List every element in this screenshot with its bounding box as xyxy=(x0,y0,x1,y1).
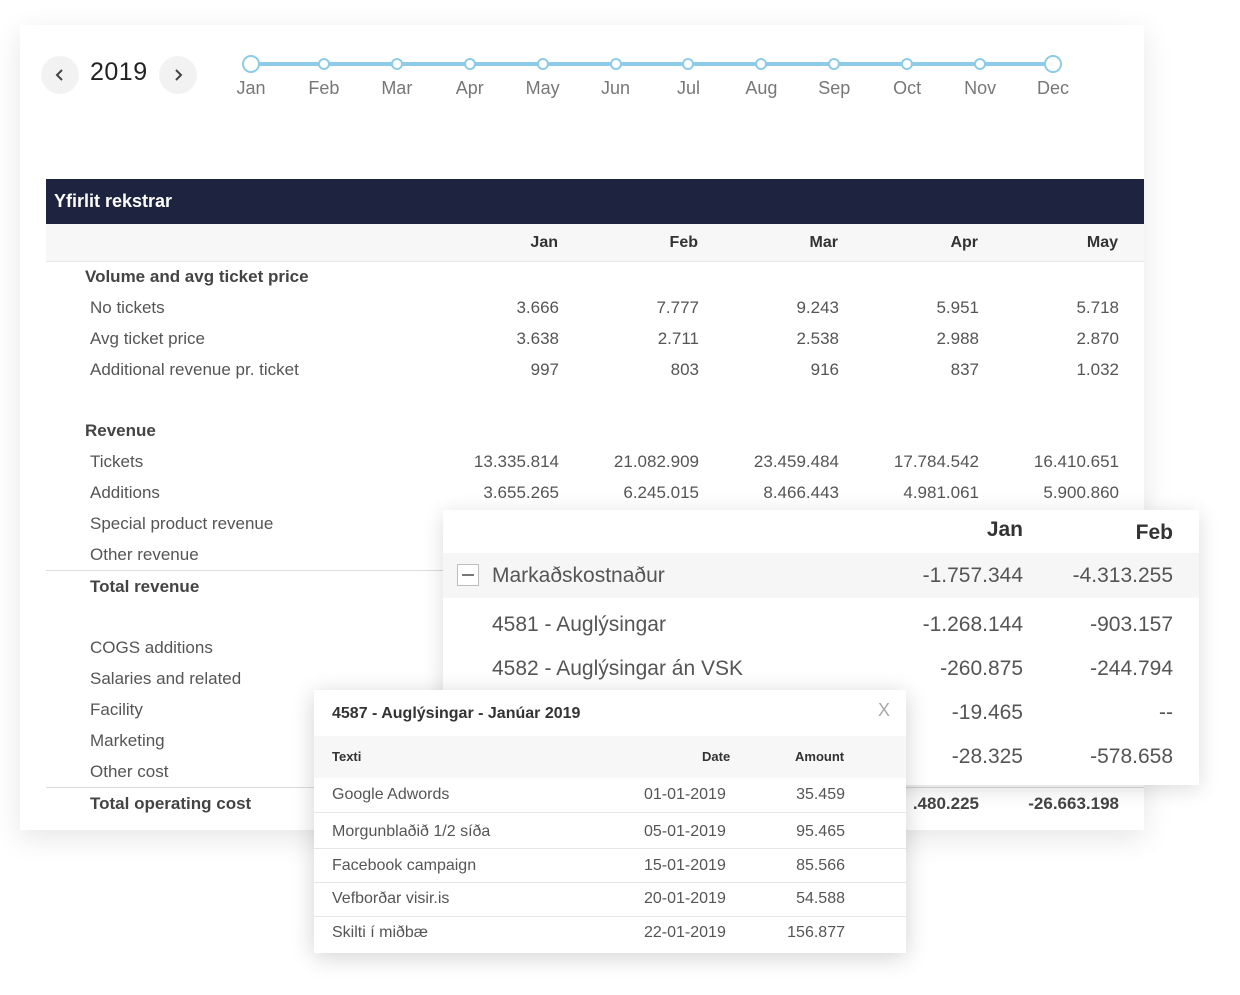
month-label[interactable]: Nov xyxy=(964,78,997,98)
transaction-amount: 54.588 xyxy=(796,890,845,907)
transaction-date: 20-01-2019 xyxy=(644,890,726,907)
transaction-text: Facebook campaign xyxy=(332,857,477,874)
table-cell: 837 xyxy=(950,360,979,379)
column-header: May xyxy=(1086,234,1118,251)
month-dot[interactable] xyxy=(537,58,549,70)
report-title: Yfirlit rekstrar xyxy=(46,179,1144,224)
month-range-track[interactable] xyxy=(251,62,1053,66)
table-cell: 13.335.814 xyxy=(473,452,559,471)
month-label[interactable]: May xyxy=(525,78,560,98)
panel-cell: -1.268.144 xyxy=(922,613,1023,636)
range-handle[interactable] xyxy=(242,55,260,73)
panel-group-label: Markaðskostnaður xyxy=(492,564,665,587)
column-header: Apr xyxy=(950,234,978,251)
table-cell: -26.663.198 xyxy=(1028,794,1119,813)
range-handle[interactable] xyxy=(1044,55,1062,73)
table-cell: 2.988 xyxy=(936,329,979,348)
table-cell: 916 xyxy=(810,360,839,379)
year-label: 2019 xyxy=(90,58,148,86)
popup-title: 4587 - Auglýsingar - Janúar 2019 xyxy=(332,705,581,722)
transaction-amount: 156.877 xyxy=(787,924,845,941)
table-cell: 7.777 xyxy=(656,298,699,317)
panel-cell: -28.325 xyxy=(951,745,1023,768)
row-label: Avg ticket price xyxy=(90,329,205,348)
row-label: Other revenue xyxy=(90,545,199,564)
table-cell: 2.870 xyxy=(1076,329,1119,348)
transaction-text: Morgunblaðið 1/2 síða xyxy=(332,823,491,840)
divider xyxy=(314,916,906,917)
month-label[interactable]: Jul xyxy=(676,78,700,98)
month-label[interactable]: Jun xyxy=(601,78,631,98)
total-revenue-label: Total revenue xyxy=(90,577,200,596)
section-title-revenue: Revenue xyxy=(85,421,156,440)
table-cell: 1.032 xyxy=(1076,360,1119,379)
table-cell: 17.784.542 xyxy=(893,452,979,471)
transaction-date: 01-01-2019 xyxy=(644,786,726,803)
table-cell: .480.225 xyxy=(912,794,979,813)
month-dot[interactable] xyxy=(391,58,403,70)
table-cell: 3.666 xyxy=(516,298,559,317)
month-label[interactable]: Mar xyxy=(381,78,413,98)
row-label: Marketing xyxy=(90,731,165,750)
panel-row-label[interactable]: 4581 - Auglýsingar xyxy=(492,613,666,636)
table-cell: 23.459.484 xyxy=(753,452,839,471)
table-cell: 997 xyxy=(530,360,559,379)
prev-year-button[interactable] xyxy=(41,56,79,94)
panel-column-header: Feb xyxy=(1135,521,1173,544)
table-cell: 2.538 xyxy=(796,329,839,348)
month-label[interactable]: Apr xyxy=(455,78,484,98)
month-label[interactable]: Aug xyxy=(745,78,778,98)
transaction-amount: 35.459 xyxy=(796,786,845,803)
row-label: Salaries and related xyxy=(90,669,242,688)
popup-column-amount: Amount xyxy=(795,749,845,764)
row-label: Other cost xyxy=(90,762,169,781)
table-cell: 5.951 xyxy=(936,298,979,317)
panel-cell: -- xyxy=(1159,701,1173,724)
transaction-date: 22-01-2019 xyxy=(644,924,726,941)
panel-cell: -903.157 xyxy=(1090,613,1173,636)
popup-column-date: Date xyxy=(702,749,731,764)
panel-cell: -4.313.255 xyxy=(1072,564,1173,587)
collapse-icon[interactable] xyxy=(457,564,479,586)
panel-cell: -260.875 xyxy=(940,657,1023,680)
table-cell: 2.711 xyxy=(657,329,699,348)
table-cell: 9.243 xyxy=(796,298,839,317)
month-dot[interactable] xyxy=(682,58,694,70)
section-title-volume: Volume and avg ticket price xyxy=(85,267,309,286)
transaction-amount: 85.566 xyxy=(796,857,845,874)
row-label: Additions xyxy=(90,483,160,502)
column-header: Jan xyxy=(530,234,558,251)
row-label: Facility xyxy=(90,700,143,719)
transaction-text: Vefborðar visir.is xyxy=(332,890,450,907)
next-year-button[interactable] xyxy=(159,56,197,94)
row-label: COGS additions xyxy=(90,638,213,657)
month-label[interactable]: Jan xyxy=(236,78,266,98)
transaction-text: Google Adwords xyxy=(332,786,450,803)
transaction-text: Skilti í miðbæ xyxy=(332,924,429,941)
popup-column-text: Texti xyxy=(332,749,362,764)
table-cell: 5.718 xyxy=(1076,298,1119,317)
row-label: Additional revenue pr. ticket xyxy=(90,360,299,379)
column-header: Feb xyxy=(669,234,698,251)
row-label: Special product revenue xyxy=(90,514,274,533)
divider xyxy=(314,882,906,883)
panel-cell: -578.658 xyxy=(1090,745,1173,768)
table-cell: 8.466.443 xyxy=(763,483,839,502)
table-cell: 3.638 xyxy=(516,329,559,348)
month-dot[interactable] xyxy=(464,58,476,70)
divider xyxy=(314,812,906,813)
transaction-amount: 95.465 xyxy=(796,823,845,840)
table-cell: 5.900.860 xyxy=(1043,483,1119,502)
divider xyxy=(314,848,906,849)
month-label[interactable]: Sep xyxy=(818,78,851,98)
transaction-date: 05-01-2019 xyxy=(644,823,726,840)
month-label[interactable]: Feb xyxy=(308,78,340,98)
month-dot[interactable] xyxy=(828,58,840,70)
table-cell: 4.981.061 xyxy=(903,483,979,502)
table-cell: 21.082.909 xyxy=(613,452,699,471)
panel-cell: -19.465 xyxy=(951,701,1023,724)
total-operating-cost-label: Total operating cost xyxy=(90,794,252,813)
transactions-popup xyxy=(314,690,906,953)
month-dot[interactable] xyxy=(755,58,767,70)
month-dot[interactable] xyxy=(974,58,986,70)
row-label: Tickets xyxy=(90,452,144,471)
close-icon[interactable]: X xyxy=(878,700,891,720)
month-dot[interactable] xyxy=(901,58,913,70)
divider xyxy=(46,570,446,571)
panel-row-label[interactable]: 4582 - Auglýsingar án VSK xyxy=(492,657,743,680)
chevron-left-icon xyxy=(54,68,66,82)
table-cell: 803 xyxy=(670,360,699,379)
panel-column-header: Jan xyxy=(986,518,1023,541)
month-dot[interactable] xyxy=(318,58,330,70)
table-cell: 6.245.015 xyxy=(623,483,699,502)
chevron-right-icon xyxy=(172,68,184,82)
column-header: Mar xyxy=(809,234,838,251)
month-label[interactable]: Dec xyxy=(1036,78,1070,98)
table-cell: 16.410.651 xyxy=(1033,452,1119,471)
row-label: No tickets xyxy=(90,298,165,317)
panel-cell: -1.757.344 xyxy=(922,564,1023,587)
table-cell: 3.655.265 xyxy=(483,483,559,502)
month-label[interactable]: Oct xyxy=(893,78,922,98)
transaction-date: 15-01-2019 xyxy=(644,857,726,874)
panel-cell: -244.794 xyxy=(1090,657,1173,680)
month-dot[interactable] xyxy=(610,58,622,70)
